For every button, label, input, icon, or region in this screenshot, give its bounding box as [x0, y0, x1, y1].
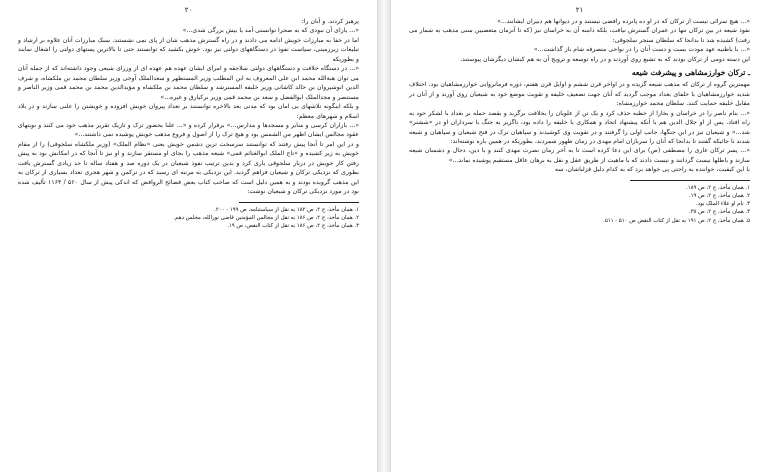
footnote: ۱. همان مأخذ، ج ۲، ص ۱۸۲ به نقل از سیاستنامه، ص ۱۹۹ - ۲۰۰. [214, 206, 359, 213]
quote-paragraph: «... هیچ سرائی نیست از ترکان که در او ده پانزده رافضی نیستند و در دیوانها هم دبیران ایشانند...» [497, 18, 750, 25]
footnotes [409, 184, 750, 225]
quote-paragraph: «... بازاران کرسی و منابر و مسجدها و مدارس...» برقرار کرده و «... علنا بحضور ترک و تازیک تقریر مذهب خود می کنند و نوبتهای عقود مجالس ایشان اظهر من الشمس بود و هیچ ترک را از اصول و فروع مذهب خویش پوشیده نمی داشتند...» [18, 121, 359, 139]
paragraph: و در این امر تا آنجا پیش رفتند که توانستند سرسخت ترین دشمن خویش یعنی «نظام الملک» (وزیر ملکشاه سلجوقی) را از مقام خویش به زیر کشیده و «تاج الملک ابوالغنائم قمی» شیعه مذهب را بجای او مستقر سازند و او نیز تا آنجا که در امکانش بود به پیش رفتن کار خویش در دربار سلجوقی یاری کرد و بدین ترتیب نفوذ شیعیان در یک دوره صد و هفتاد ساله تا حد زیادی گسترش یافت بطوری که نزدیکی ترکان و شیعیان فراهم گردید. این نزدیکی به مرتبه ای رسید که در ترکمن و شهر هجری تعداد بسیاری از ترکان به این مذهب گرویده بودند و به همین دلیل است که صاحب کتاب بعض فضائح الروافض که اندکی پیش از سال ۵۶۰ / ۱۱۶۴ تألیف شده بود در مورد نزدیکی ترکان و شیعیان نوشت: [18, 140, 359, 196]
quote-paragraph: «... بنام ناصر را در خراسان و بخارا از خطبه حذف کرد و یک تن از علویان را بخلافت برگزید و بقصد حمله بر بغداد با لشکر خود به راه افتاد. پس از او جلال الدین هم با آنکه پیشنهاد اتحاد و همکاری با خلیفه را داده بود، ناگزیر به جنگ با سرداران او در «ششتر» شد...» و شیعیان نیز در این جنگها، جانب اولی را گرفتند و در تقویت وی کوشیدند و سپاهیان ترک در فتح شیعیان و سپاهیان و شیعه شدند تا جائیکه گفتند تا بدانجا که آنان را سربازان امام مهدی در زمان ظهور شمردند، بطوریکه در همین باره نوشته‌اند: [409, 109, 750, 145]
left-page [0, 0, 378, 472]
footnote: ۵. همان مأخذ، ج ۲، ص ۱۹۱ به نقل از کتاب النقض ص ۵۱۰ - ۵۱۱. [603, 217, 750, 224]
page-number: ٢٠ [184, 6, 193, 14]
quote-paragraph: «... یارای آن نبودی که به صحرا توانستی آمد یا بیش بزرگی شدی...» [182, 27, 359, 35]
right-page [390, 0, 768, 472]
book-gutter [378, 0, 390, 472]
paragraph: اما در خفا به مبارزات خویش ادامه می دادند و در راه گسترش مذهب شان از پای نمی نشستند. سبک مبارزات آنان علاوه بر ارشاد و تبلیغات زیرزمینی، سیاست نفوذ در دستگاههای دولتی نیز بود. خوش بکشید که توانستند حتی تا بالاترین پستهای دولتی را اشغال نمایند و بطوریکه [18, 36, 359, 63]
section-heading: ـ ترکان خوارزمشاهی و پیشرفت شیعه [631, 68, 750, 78]
quote-paragraph: «... با باطنیه عهد مودت بست و دست آنان را در نواحی متصرفه شام باز گذاشت...» [533, 46, 750, 54]
footnote: ۲. همان مأخذ، ج ۲، ص ۱۹. [688, 193, 750, 199]
footnote-divider [630, 180, 750, 181]
paragraph: و بلکه اینگونه تلاشهای بی امان بود که مدتی بعد بالاخره توانستند بر تعداد پیروان خویش افزوده و خویشتن را علنی سازند و در بلاد اسلام و شهرهای معظم: [18, 103, 359, 120]
page-number: ٢١ [575, 6, 584, 14]
footnote: ۳. همان مأخذ، ج ۲، ص ۱۸۶ به نقل از کتاب النقض، ص ۱۹. [227, 223, 359, 230]
page-body [409, 17, 750, 175]
paragraph: با این کیفیت، خواننده به راحتی پی خواهد برد که به کدام دلیل قزلباشان، سه [555, 166, 750, 174]
quote-paragraph: «... در دستگاه خلافت و دستگاههای دولتی سلاجقه و امرای ایشان عهده هم عهده ای از وزرای شیعی وجود داشته‌اند که از جمله آنان می توان هبةالله محمد ابن علی المعروف به ابن المطلب وزیر المستظهر و سعدالملک آوجی وزیر سلطان محمد بن ملکشاه، و شرف الدین انوشیروان بن خالد کاشانی وزیر خلیفه المسترشد و سلطان محمد بن ملکشاه و مؤیدالدین محمد بن محمد قمی وزیر الناصر و مستنصر و مجدالملک ابوالفضل و سعد بن محمد قمی وزیر برکیارق و غیره...» [18, 65, 359, 101]
paragraph: این دسته دومی از ترکان بودند که به تشیع روی آوردند و در راه توسعه و ترویج آن به هم کیشان دیگرشان پیوستند. [460, 55, 750, 63]
quote-paragraph: «... پسر ترکان غازی را مصطفی (ص) برای این دعا کرده است تا به آخر زمان نصرت مهدی کنند و با دین، دجال و دشمنان شیعه سازند و باطلها نیست گردانند و نیست دادند که با ماهیت از طریق عقل و نقل به برهان عاقل مستقیم پوشیده نماند...» [409, 147, 750, 164]
footnote: ۴. همان مأخذ، ج ۲، ص ۳۸. [688, 209, 750, 216]
paragraph: مهمترین گروه از ترکان که مذهب شیعه گزیده و در اواخر قرن ششم و اوایل قرن هفتم، دوره فرمانروایی خوارزمشاهیان بود. اختلاف شدید خوارزمشاهیان با خلفای بغداد موجب گردید که آنان جهت تضعیف خلیفه و تقویت موضع خود به شیعیان روی آورند و از آنان در مقابل خلیفه حمایت کنند. سلطان محمد خوارزمشاه: [409, 81, 750, 108]
page-body [18, 17, 359, 197]
paragraph: نفوذ شیعه در بین ترکان تنها در عمران گسترش نیافت، بلکه دامنه آن به خراسان نیز (که تا آنزمان متعصبین سنی مذهب به شمار می رفت) کشیده شد تا بدانجا که سلطان سنجر سلجوقی: [409, 27, 750, 44]
paragraph: پرهیز کردند. و آنان را: [301, 18, 359, 25]
footnote: ۱. همان مأخذ، ج ۲، ص ۱۸۹. [686, 184, 750, 191]
footnotes [18, 206, 359, 231]
footnote: ۲. همان مأخذ، ج ۲، ص ۱۸۶ به نقل از مجالس المؤمنین قاضی نورالله، مجلس دهم. [173, 214, 359, 221]
footnote: ۳. نام او علاء الملک بود. [695, 201, 750, 208]
footnote-divider [239, 202, 359, 203]
